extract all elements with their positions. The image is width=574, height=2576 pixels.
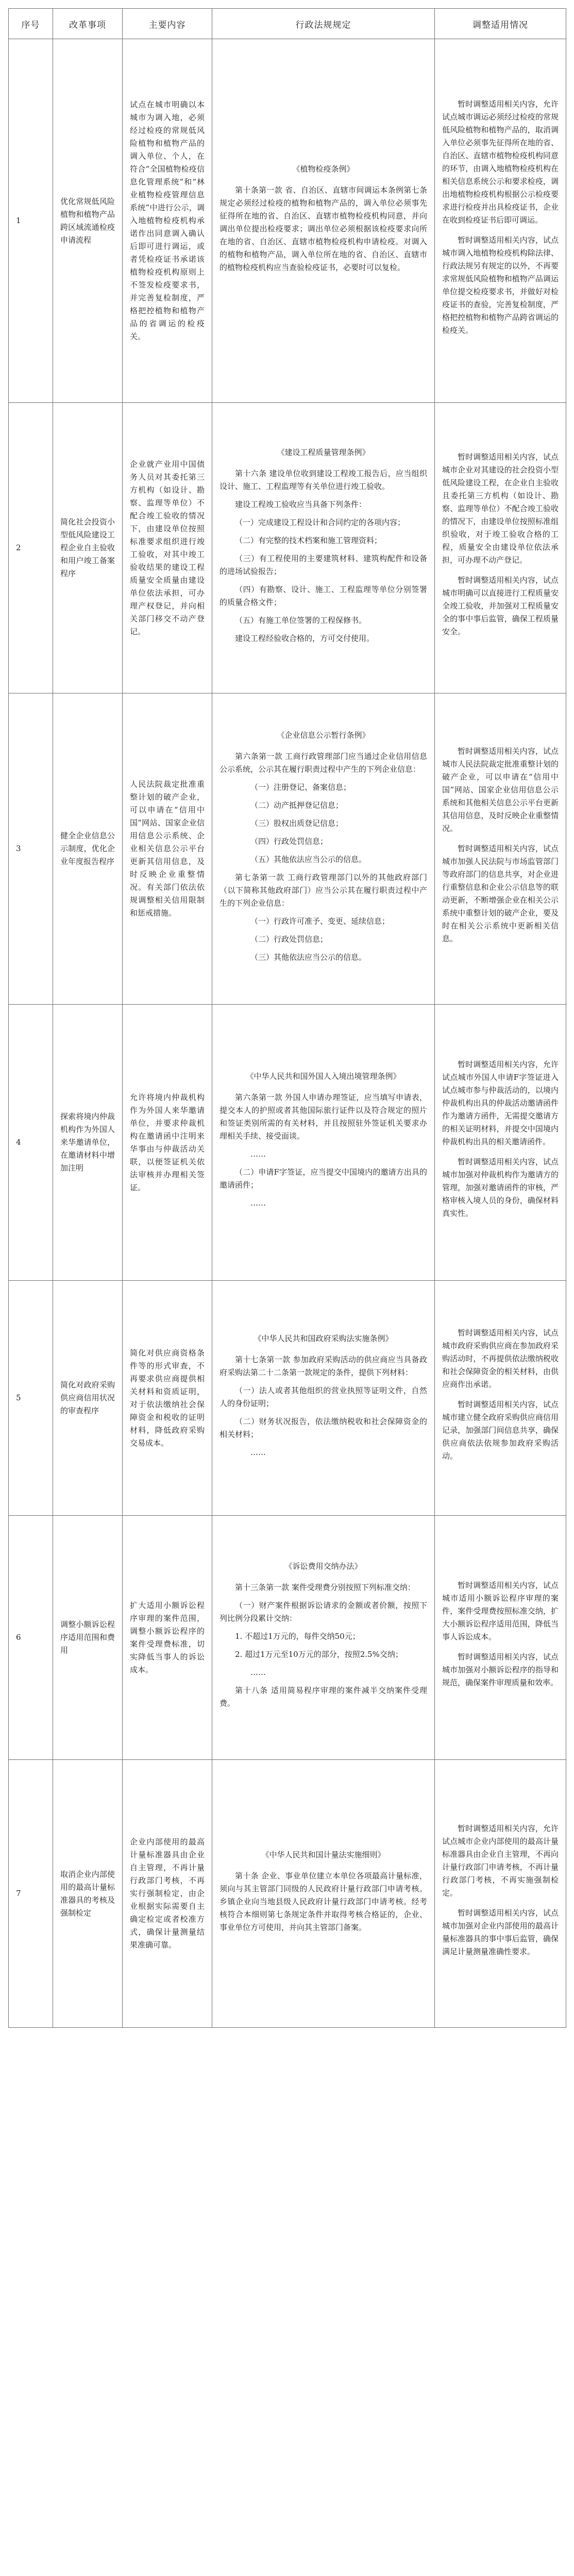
law-source: 《植物检疫条例》: [292, 164, 354, 174]
law-paragraph: （五）有施工单位签署的工程保修书。: [235, 615, 367, 625]
adjustment-paragraph: 暂时调整适用相关内容，试点城市适用小额诉讼程序审理的案件，案件受理费按照标准交纳，扩大小额诉讼程序适用范围，降低当事人诉讼成本。: [442, 1580, 559, 1641]
adjustment-paragraph: 暂时调整适用相关内容，试点城市建立健全政府采购供应商信用记录，加强部门间信息共享，确保供应商依法依规参加政府采购活动。: [442, 1399, 559, 1461]
adjustment-paragraph: 暂时调整适用相关内容，试点城市加强人民法院与市场监管部门等政府部门的信息共享，对企业进行重整信息和企业公示信息等的联动更新，不断增强企业在相关公示系统中重整计划的破产企业，要及时在相关公示系统中更新相关信息。: [442, 844, 559, 943]
row-number: 1: [9, 39, 53, 403]
table-row: [9, 1516, 566, 1760]
law-paragraph: 建设工程竣工验收应当具备下列条件：: [235, 499, 367, 509]
law-paragraph: 第六条第一款 外国人申请办理签证，应当填写申请表，提交本人的护照或者其他国际旅行证件以及符合规定的照片和签证类别所需的有关材料，并且按照驻外签证机关要求办理相关手续、接受面谈。: [220, 1093, 427, 1141]
reform-item: 优化常规低风险植物和植物产品跨区域流通检疫申请流程: [53, 39, 123, 403]
row-number: 4: [9, 1005, 53, 1281]
adjustment-paragraph: 暂时调整适用相关内容，试点城市加强对企业内部使用的最高计量标准器具的事中事后监管，确保满足计量测量准确性要求。: [442, 1908, 559, 1956]
law-paragraph: 第十三条第一款 案件受理费分别按照下列标准交纳：: [235, 1583, 415, 1592]
adjustment-paragraph: 暂时调整适用相关内容，允许试点城市调运必须经过检疫的常规低风险植物和植物产品的，取消调入单位必须事先征得所在地的省、自治区、直辖市植物检疫机构同意的环节，由调入地植物检疫机构在相关信息系统公示和要求检疫，调出地植物检疫机构根据公示检疫要求进行检疫并出具检疫证书，企业在收到检疫证书后即可调运。: [442, 99, 559, 225]
row-number: 3: [9, 693, 53, 1005]
law-paragraph: （二）行政处罚信息；: [250, 934, 328, 944]
row-number: 5: [9, 1281, 53, 1516]
law-paragraph: 第十条 企业、事业单位建立本单位各项最高计量标准，须向与其主管部门同级的人民政府计量行政部门申请考核。乡镇企业向当地县级人民政府计量行政部门申请考核。经考核符合本细则第七条规定条件并取得考核合格证的，企业、事业单位方可使用，并向其主管部门备案。: [220, 1871, 427, 1932]
reform-item: 探索将境内仲裁机构作为外国人来华邀请单位，在邀请材料中增加注明: [53, 1005, 123, 1281]
law-paragraph: 第十七条第一款 参加政府采购活动的供应商应当具备政府采购法第二十二条第一款规定的条件，提供下列材料：: [220, 1354, 427, 1377]
law-paragraph: 第十六条 建设单位收到建设工程竣工报告后，应当组织设计、施工、工程监理等有关单位进行竣工验收。: [220, 468, 427, 491]
law-paragraph: 第六条第一款 工商行政管理部门应当通过企业信用信息公示系统，公示其在履行职责过程中产生的下列企业信息：: [220, 751, 427, 774]
adjustment-paragraph: 暂时调整适用相关内容，试点城市加强对小额诉讼程序的指导和规范，确保案件审理质量和效率。: [442, 1652, 559, 1687]
main-content: 企业就产业用中国债务人员对其委托第三方机构（如设计、勘察、监理等单位）不配合竣工验收的情况下，由建设单位按照标准要求组织进行竣工验收，对其中竣工验收结果的建设工程质量安全质量由建设单位依法承担，可办理产权登记，并向相关部门移交不动产登记。: [123, 403, 212, 693]
header-no: 序号: [9, 9, 53, 39]
header-adjust: 调整适用情况: [435, 9, 566, 39]
law-source: 《中华人民共和国外国人入境出境管理条例》: [246, 1072, 401, 1081]
law-paragraph: ……: [250, 1668, 266, 1677]
table-row: [9, 39, 566, 403]
law-paragraph: （一）完成建设工程设计和合同约定的各项内容；: [235, 517, 406, 527]
reform-item: 简化对政府采购供应商信用状况的审查程序: [53, 1281, 123, 1516]
law-paragraph: （一）法人或者其他组织的营业执照等证明文件，自然人的身份证明；: [220, 1385, 427, 1408]
header-item: 改革事项: [53, 9, 123, 39]
law-paragraph: 2. 超过1万元至10万元的部分，按照2.5%交纳；: [235, 1650, 403, 1659]
header-content: 主要内容: [123, 9, 212, 39]
table-body: [9, 39, 566, 2028]
adjustment: [435, 39, 566, 403]
law-paragraph: （二）动产抵押登记信息；: [250, 800, 344, 810]
law-paragraph: ……: [250, 1447, 266, 1457]
header-law: 行政法规规定: [212, 9, 435, 39]
table-header-row: [9, 9, 566, 39]
law-paragraph: （三）有工程使用的主要建筑材料、建筑构配件和设备的进场试验报告；: [220, 553, 427, 576]
main-content: 企业内部使用的最高计量标准器具由企业自主管理，不再计量行政部门考核，不再实行强制检定，由企业根据实际需要自主确定检定或者校准方式，确保计量测量结果准确可靠。: [123, 1760, 212, 2028]
law-source: 《诉讼费用交纳办法》: [284, 1562, 362, 1571]
law-source: 《企业信息公示暂行条例》: [277, 730, 370, 740]
law-paragraph: （二）财务状况报告，依法缴纳税收和社会保障资金的相关材料；: [220, 1416, 427, 1439]
law-paragraph: （四）有勘察、设计、施工、工程监理等单位分别签署的质量合格文件；: [220, 584, 427, 607]
law-paragraph: ……: [250, 1149, 266, 1159]
adjustment-paragraph: 暂时调整适用相关内容，试点城市人民法院裁定批准重整计划的破产企业，可以申请在“信用中国”网站、国家企业信用信息公示系统和其他相关信息公示平台更新其信用信息，及时反映企业重整情况。: [442, 747, 559, 833]
law-source: 《中华人民共和国政府采购法实施条例》: [254, 1333, 393, 1343]
table-row: [9, 403, 566, 693]
law-source: 《中华人民共和国计量法实施细则》: [261, 1850, 385, 1859]
main-content: 人民法院裁定批准重整计划的破产企业，可以申请在“信用中国”网站、国家企业信用信息公示系统、企业相关信息公示平台更新其信用信息，及时反映企业重整情况。有关部门依法依规调整相关信用限制和惩戒措施。: [123, 693, 212, 1005]
law-paragraph: （一）注册登记、备案信息；: [250, 782, 351, 792]
law-paragraph: 建设工程经验收合格的，方可交付使用。: [235, 633, 375, 643]
law-provision: [212, 1516, 435, 1760]
law-paragraph: 第七条第一款 工商行政管理部门以外的其他政府部门（以下简称其他政府部门）应当公示其在履行职责过程中产生的下列企业信息：: [220, 872, 427, 908]
adjustment: [435, 403, 566, 693]
adjustment-paragraph: 暂时调整适用相关内容，试点城市明确可以直接进行工程质量安全竣工验收，并加强对工程质量安全的事中事后监管，确保工程质量安全。: [442, 575, 559, 636]
law-paragraph: 第十八条 适用简易程序审理的案件减半交纳案件受理费。: [220, 1686, 427, 1708]
reform-item: 健全企业信息公示制度，优化企业年度报告程序: [53, 693, 123, 1005]
law-source: 《建设工程质量管理条例》: [277, 447, 370, 457]
reform-item: 取消企业内部使用的最高计量标准器具的考核及强制检定: [53, 1760, 123, 2028]
law-provision: [212, 39, 435, 403]
law-provision: [212, 403, 435, 693]
table-row: [9, 1760, 566, 2028]
law-paragraph: （一）行政许可准予、变更、延续信息；: [250, 916, 390, 926]
law-paragraph: （三）股权出质登记信息；: [250, 818, 344, 828]
row-number: 2: [9, 403, 53, 693]
table-row: [9, 693, 566, 1005]
adjustment-paragraph: 暂时调整适用相关内容，试点城市企业对其建设的社会投资小型低风险建设工程，在企业自主验收且委托第三方机构（如设计、勘察、监理等单位）不配合竣工验收的情况下，由建设单位按照标准组织验收，对于竣工验收合格的工程，质量安全由建设单位依法承担，可办理不动产登记。: [442, 452, 559, 565]
main-content: 简化对供应商资格条件等的形式审查，不再要求供应商提供相关材料和资质证明，对于依法缴纳社会保障资金和税收的证明材料，降低政府采购交易成本。: [123, 1281, 212, 1516]
law-paragraph: （四）行政处罚信息；: [250, 836, 328, 846]
main-content: 允许将境内仲裁机构作为外国人来华邀请单位，并要求仲裁机构在邀请函中注明来华事由与仲裁活动关联，以便签证机关依法审核并办理相关签证。: [123, 1005, 212, 1281]
adjustment-paragraph: 暂时调整适用相关内容，允许试点城市企业内部使用的最高计量标准器具由企业自主管理，不再向计量行政部门申请考核，不再计量行政部门考核，不再实施强制检定。: [442, 1823, 559, 1897]
law-provision: [212, 1005, 435, 1281]
law-provision: [212, 1281, 435, 1516]
adjustment: [435, 1760, 566, 2028]
law-paragraph: （二）有完整的技术档案和施工管理资料；: [235, 535, 382, 545]
adjustment-paragraph: 暂时调整适用相关内容，试点城市加强对仲裁机构作为邀请方的管理，加强对邀请函件的审核，严格审核入境人员的身份，确保材料真实性。: [442, 1157, 559, 1218]
law-paragraph: ……: [250, 1198, 266, 1208]
adjustment: [435, 693, 566, 1005]
row-number: 7: [9, 1760, 53, 2028]
table-row: [9, 1005, 566, 1281]
law-paragraph: 1. 不超过1万元的，每件交纳50元；: [235, 1632, 360, 1641]
law-paragraph: 第十条第一款 省、自治区、直辖市间调运本条例第七条规定必须经过检疫的植物和植物产品的，调入单位必须事先征得所在地的省、自治区、直辖市植物检疫机构同意，并向调出单位提出检疫要求；调出单位必须根据该检疫要求向所在地的省、自治区、直辖市植物检疫机构申请检疫。对调入的植物和植物产品，调入单位所在地的省、自治区、直辖市的植物检疫机构应当查验检疫证书，必要时可以复检。: [220, 185, 427, 272]
law-paragraph: （三）其他依法应当公示的信息。: [250, 952, 367, 962]
law-paragraph: （五）其他依法应当公示的信息。: [250, 854, 367, 864]
law-provision: [212, 693, 435, 1005]
adjustment: [435, 1005, 566, 1281]
law-paragraph: （二）申请F字签证，应当提交中国境内的邀请方出具的邀请函件；: [220, 1167, 427, 1190]
reform-table: [8, 8, 566, 2028]
law-paragraph: （一）财产案件根据诉讼请求的金额或者价额，按照下列比例分段累计交纳：: [220, 1601, 427, 1623]
main-content: 扩大适用小额诉讼程序审理的案件范围，调整小额诉讼程序的案件受理费标准，切实降低当事人的诉讼成本。: [123, 1516, 212, 1760]
adjustment-paragraph: 暂时调整适用相关内容，试点城市政府采购供应商在参加政府采购活动时，不再提供依法缴纳税收和社会保障资金的相关材料，由供应商作出承诺。: [442, 1328, 559, 1389]
adjustment-paragraph: 暂时调整适用相关内容，试点城市调入地植物检疫机构除法律、行政法规另有规定的以外，不再要求常规低风险植物和植物产品调运单位提交检疫要求书，并做好对检疫证书的查验，完善复检制度，严格把控植物和植物产品跨省调运的检疫关。: [442, 235, 559, 335]
row-number: 6: [9, 1516, 53, 1760]
table-row: [9, 1281, 566, 1516]
adjustment-paragraph: 暂时调整适用相关内容，允许试点城市外国人申请F字签证进入试点城市参与仲裁活动的，以境内仲裁机构出具的仲裁活动邀请函件作为邀请方函件，无需提交邀请方的相关证明材料，并提交中国境内仲裁机构出具的相关邀请函件。: [442, 1059, 559, 1146]
reform-item: 简化社会投资小型低风险建设工程企业自主验收和用户竣工备案程序: [53, 403, 123, 693]
adjustment: [435, 1516, 566, 1760]
reform-item: 调整小额诉讼程序适用范围和费用: [53, 1516, 123, 1760]
main-content: 试点在城市明确以本城市为调入地，必须经过检疫的常规低风险植物和植物产品的调入单位、个人，在符合“全国植物检疫信息化管理系统”和“林业植物检疫管理信息系统”中进行公示，调入地植物检疫机构承诺作出同意调入确认后即可进行调运，或者凭检疫证书承诺该植物检疫机构原则上不签发检疫要求书，并完善复检制度，严格把控植物和植物产品的省调运的检疫关。: [123, 39, 212, 403]
law-provision: [212, 1760, 435, 2028]
adjustment: [435, 1281, 566, 1516]
